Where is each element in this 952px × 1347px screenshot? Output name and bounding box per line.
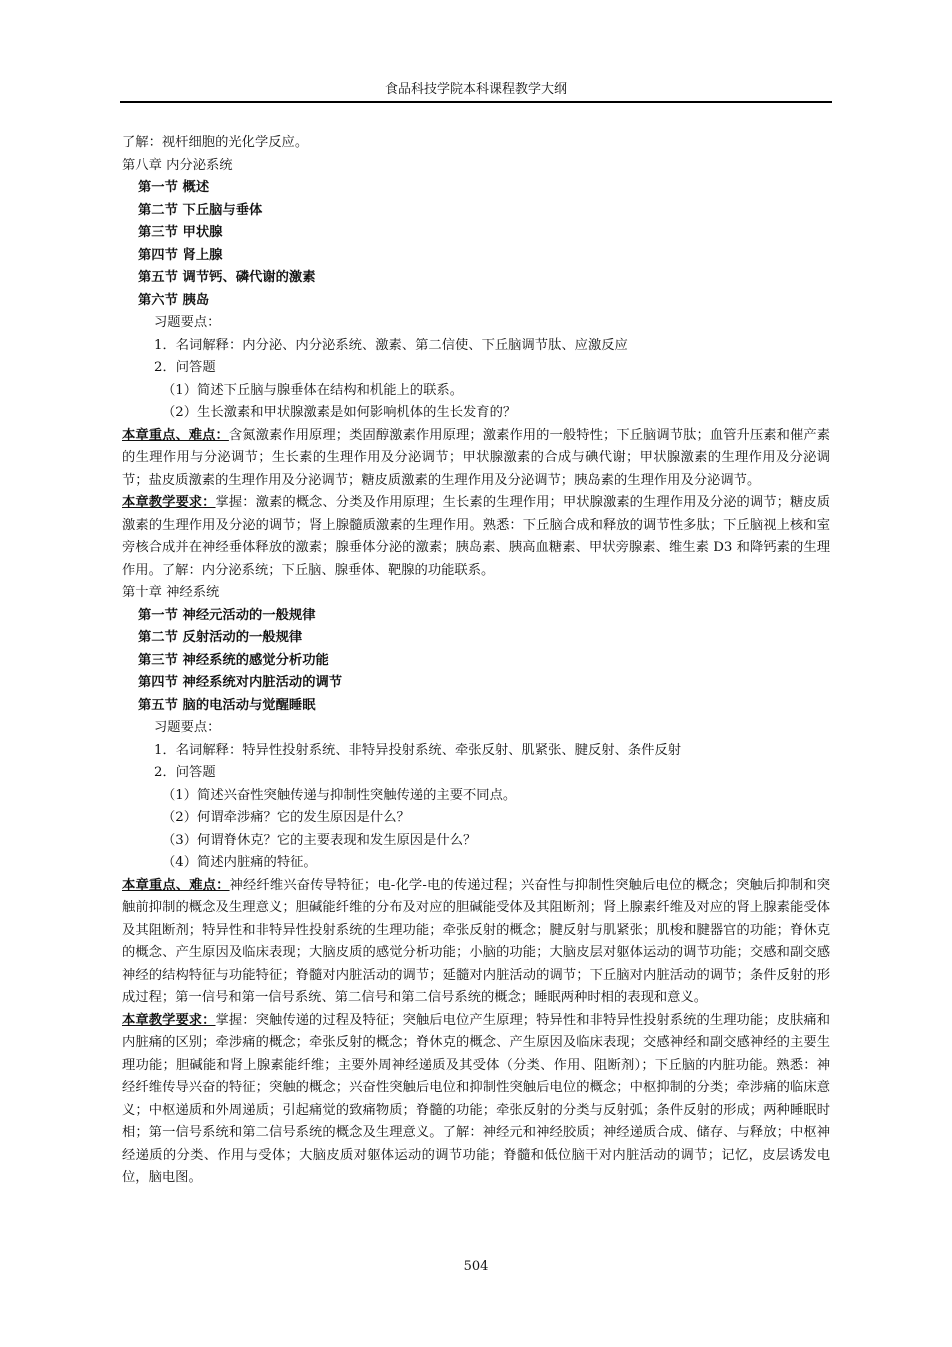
- exercise-title: 习题要点：: [154, 720, 221, 735]
- requirements-label: 本章教学要求：: [122, 1012, 216, 1028]
- document-body: [122, 132, 830, 1190]
- top-line: 了解：视杆细胞的光化学反应。: [122, 135, 309, 150]
- question-item: （2）生长激素和甲状腺激素是如何影响机体的生长发育的？: [162, 405, 517, 420]
- section-heading: 第六节 胰岛: [138, 292, 210, 308]
- exercise-title: 习题要点：: [154, 315, 221, 330]
- chapter-title: 第十章 神经系统: [122, 585, 220, 600]
- section-heading: 第五节 脑的电活动与觉醒睡眠: [138, 697, 316, 713]
- section-heading: 第二节 下丘脑与垂体: [138, 202, 263, 218]
- page-number: 504: [463, 1259, 489, 1274]
- section-heading: 第三节 甲状腺: [138, 225, 223, 240]
- section-heading: 第五节 调节钙、磷代谢的激素: [138, 270, 316, 285]
- question-item: （1）简述兴奋性突触传递与抑制性突触传递的主要不同点。: [162, 787, 517, 803]
- question-item: （4）简述内脏痛的特征。: [162, 855, 317, 870]
- key-points-paragraph: [122, 425, 830, 493]
- requirements-paragraph: [122, 492, 830, 582]
- key-points-text: 含氮激素作用原理；类固醇激素作用原理；激素作用的一般特性；下丘脑调节肽；血管升压素和催产素的生理作用与分泌调节；生长素的生理作用及分泌调节；甲状腺激素的合成与碘代谢；甲状腺激素的生理作用及分泌调节；盐皮质激素的生理作用及分泌调节；糖皮质激素的生理作用及分泌调节；胰岛素的生理作用及分泌调节。: [122, 427, 831, 488]
- exercise-item: 1．名词解释：内分泌、内分泌系统、激素、第二信使、下丘脑调节肽、应激反应: [154, 337, 628, 353]
- requirements-text: 掌握：突触传递的过程及特征；突触后电位产生原理；特异性和非特异性投射系统的生理功能；皮肤痛和内脏痛的区别；牵涉痛的概念；牵张反射的概念；脊休克的概念、产生原因及临床表现；交感神经和副交感神经的主要生理功能；胆碱能和肾上腺素能纤维；主要外周神经递质及其受体（分类、作用、阻断剂）；下丘脑的内脏功能。熟悉：神经纤维传导兴奋的特征；突触的概念；兴奋性突触后电位和抑制性突触后电位的概念；中枢抑制的分类；牵涉痛的临床意义；中枢递质和外周递质；引起痛觉的致痛物质；脊髓的功能；牵张反射的分类与反射弧；条件反射的形成；两种睡眠时相；第一信号系统和第二信号系统的概念及生理意义。了解：神经元和神经胶质；神经递质合成、储存、与释放；中枢神经递质的分类、作用与受体；大脑皮质对躯体运动的调节功能；脊髓和低位脑干对内脏活动的调节；记忆，皮层诱发电位，脑电图。: [122, 1012, 831, 1185]
- key-points-label: 本章重点、难点：: [122, 427, 229, 443]
- page-header: 食品科技学院本科课程教学大纲: [384, 82, 567, 97]
- section-heading: 第二节 反射活动的一般规律: [138, 630, 303, 645]
- section-heading: 第三节 神经系统的感觉分析功能: [138, 652, 329, 668]
- question-item: （1）简述下丘脑与腺垂体在结构和机能上的联系。: [162, 382, 463, 398]
- chapter-title: 第八章 内分泌系统: [122, 157, 233, 173]
- key-points-text: 神经纤维兴奋传导特征；电-化学-电的传递过程；兴奋性与抑制性突触后电位的概念；突触后抑制和突触前抑制的概念及生理意义；胆碱能纤维的分布及对应的胆碱能受体及其阻断剂；肾上腺素纤维及对应的肾上腺素能受体及其阻断剂；特异性和非特异性投射系统的生理功能；牵张反射的概念；腱反射与肌紧张；肌梭和腱器官的功能；脊休克的概念、产生原因及临床表现；大脑皮质的感觉分析功能；小脑的功能；大脑皮层对躯体运动的调节功能；交感和副交感神经的结构特征与功能特征；脊髓对内脏活动的调节；延髓对内脏活动的调节；下丘脑对内脏活动的调节；条件反射的形成过程；第一信号和第一信号系统、第二信号和第二信号系统的概念；睡眠两种时相的表现和意义。: [122, 877, 830, 1005]
- key-points-label: 本章重点、难点：: [122, 877, 230, 893]
- section-heading: 第四节 肾上腺: [138, 247, 223, 263]
- header-rule: [120, 101, 832, 103]
- exercise-item: 2．问答题: [154, 360, 216, 375]
- section-heading: 第一节 概述: [138, 180, 210, 195]
- question-item: （2）何谓牵涉痛？它的发生原因是什么？: [162, 810, 410, 825]
- section-heading: 第四节 神经系统对内脏活动的调节: [138, 675, 343, 690]
- section-heading: 第一节 神经元活动的一般规律: [138, 607, 316, 623]
- requirements-paragraph: [122, 1010, 830, 1190]
- requirements-label: 本章教学要求：: [122, 495, 216, 510]
- question-item: （3）何谓脊休克？它的主要表现和发生原因是什么？: [162, 832, 477, 848]
- exercise-item: 2．问答题: [154, 765, 216, 780]
- exercise-item: 1．名词解释：特异性投射系统、非特异投射系统、牵张反射、肌紧张、腱反射、条件反射: [154, 742, 682, 758]
- key-points-paragraph: [122, 875, 830, 1010]
- requirements-text: 掌握：激素的概念、分类及作用原理；生长素的生理作用；甲状腺激素的生理作用及分泌的调节；糖皮质激素的生理作用及分泌的调节；肾上腺髓质激素的生理作用。熟悉：下丘脑合成和释放的调节性多肽；下丘脑视上核和室旁核合成并在神经垂体释放的激素；腺垂体分泌的激素；胰岛素、胰高血糖素、甲状旁腺素、维生素 D3 和降钙素的生理作用。了解：内分泌系统；下丘脑、腺垂体、靶腺的功能联系。: [122, 495, 831, 578]
